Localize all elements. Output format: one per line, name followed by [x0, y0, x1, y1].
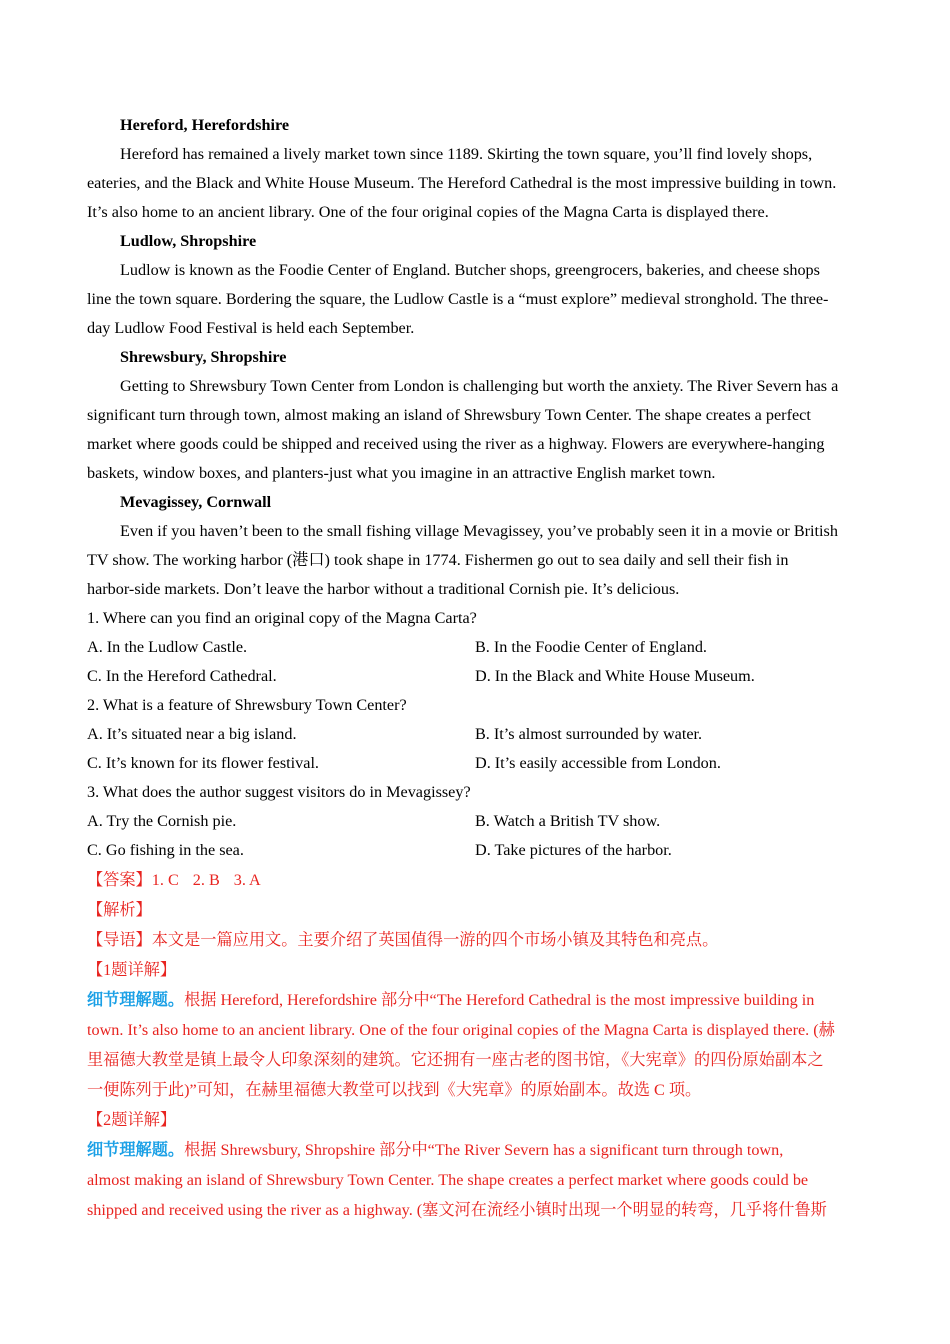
passage-mevagissey	[87, 488, 867, 604]
answer-label: 【答案】	[87, 871, 152, 889]
paragraph-line: day Ludlow Food Festival is held each September.	[87, 319, 415, 337]
detail-1	[87, 955, 867, 1105]
detail-2	[87, 1105, 867, 1225]
option-a: A. It’s situated near a big island.	[87, 725, 297, 743]
paragraph-line: harbor-side markets. Don’t leave the harbor without a traditional Cornish pie. It’s delicious.	[87, 580, 680, 598]
paragraph-line: line the town square. Bordering the square, the Ludlow Castle is a “must explore” medieval stronghold. The three-	[87, 290, 829, 308]
answer-item: 2. B	[192, 871, 220, 889]
detail-line	[87, 985, 867, 1015]
option-row	[87, 749, 867, 778]
detail-text: 根据 Hereford, Herefordshire 部分中“The Hereford Cathedral is the most impressive building in	[184, 991, 815, 1009]
detail-label: 【2题详解】	[87, 1111, 177, 1129]
question-2	[87, 691, 867, 778]
option-d: D. Take pictures of the harbor.	[475, 841, 672, 859]
option-row	[87, 836, 867, 865]
option-b: B. It’s almost surrounded by water.	[475, 725, 703, 743]
option-a: A. In the Ludlow Castle.	[87, 638, 248, 656]
option-row	[87, 662, 867, 691]
option-c: C. It’s known for its flower festival.	[87, 754, 319, 772]
passage-ludlow	[87, 227, 867, 343]
option-a: A. Try the Cornish pie.	[87, 812, 237, 830]
option-row	[87, 807, 867, 836]
detail-line: 里福德大教堂是镇上最令人印象深刻的建筑。它还拥有一座古老的图书馆，《大宪章》的四份原始副本之	[87, 1051, 824, 1069]
section-heading: Mevagissey, Cornwall	[120, 493, 272, 511]
question-stem: 2. What is a feature of Shrewsbury Town Center?	[87, 696, 407, 714]
question-1	[87, 604, 867, 691]
option-d: D. In the Black and White House Museum.	[475, 667, 755, 685]
option-b: B. In the Foodie Center of England.	[475, 638, 707, 656]
section-heading: Ludlow, Shropshire	[120, 232, 257, 250]
paragraph-line: It’s also home to an ancient library. One of the four original copies of the Magna Carta is displayed there.	[87, 203, 769, 221]
analysis-label: 【解析】	[87, 901, 152, 919]
guide-text: 【导语】本文是一篇应用文。主要介绍了英国值得一游的四个市场小镇及其特色和亮点。	[87, 931, 719, 949]
option-row	[87, 633, 867, 662]
passage-hereford	[87, 111, 867, 227]
answer-line	[87, 865, 867, 895]
option-d: D. It’s easily accessible from London.	[475, 754, 721, 772]
document-page	[87, 111, 867, 1225]
paragraph-line: eateries, and the Black and White House Museum. The Hereford Cathedral is the most impressive building in town.	[87, 174, 837, 192]
detail-line: town. It’s also home to an ancient library. One of the four original copies of the Magna Carta is displayed there. (赫	[87, 1021, 835, 1039]
detail-text: 根据 Shrewsbury, Shropshire 部分中“The River Severn has a significant turn through town,	[184, 1141, 784, 1159]
answer-item: 3. A	[233, 871, 261, 889]
detail-label: 【1题详解】	[87, 961, 177, 979]
option-row	[87, 720, 867, 749]
question-3	[87, 778, 867, 865]
detail-line	[87, 1135, 867, 1165]
paragraph-line: Even if you haven’t been to the small fishing village Mevagissey, you’ve probably seen it in a movie or British	[120, 522, 838, 540]
section-heading: Shrewsbury, Shropshire	[120, 348, 287, 366]
option-c: C. In the Hereford Cathedral.	[87, 667, 277, 685]
option-c: C. Go fishing in the sea.	[87, 841, 244, 859]
question-stem: 3. What does the author suggest visitors do in Mevagissey?	[87, 783, 471, 801]
passage-shrewsbury	[87, 343, 867, 488]
paragraph-line: Getting to Shrewsbury Town Center from London is challenging but worth the anxiety. The River Severn has a	[120, 377, 839, 395]
paragraph-line: market where goods could be shipped and received using the river as a highway. Flowers are everywhere-hanging	[87, 435, 825, 453]
question-type-label: 细节理解题。	[87, 1141, 185, 1159]
paragraph-line: baskets, window boxes, and planters-just what you imagine in an attractive English market town.	[87, 464, 716, 482]
detail-line: almost making an island of Shrewsbury Town Center. The shape creates a perfect market where goods could be	[87, 1171, 809, 1189]
paragraph-line: Ludlow is known as the Foodie Center of England. Butcher shops, greengrocers, bakeries, and cheese shops	[120, 261, 820, 279]
paragraph-line: Hereford has remained a lively market town since 1189. Skirting the town square, you’ll find lovely shops,	[120, 145, 813, 163]
answer-item: 1. C	[151, 871, 179, 889]
paragraph-line: significant turn through town, almost making an island of Shrewsbury Town Center. The shape creates a perfect	[87, 406, 811, 424]
question-type-label: 细节理解题。	[87, 991, 185, 1009]
section-heading: Hereford, Herefordshire	[120, 116, 290, 134]
paragraph-line: TV show. The working harbor (港口) took shape in 1774. Fishermen go out to sea daily and sell their fish in	[87, 551, 789, 569]
detail-line: shipped and received using the river as a highway. (塞文河在流经小镇时出现一个明显的转弯，几乎将什鲁斯	[87, 1201, 827, 1219]
question-stem: 1. Where can you find an original copy of the Magna Carta?	[87, 609, 477, 627]
detail-line: 一便陈列于此)”可知，在赫里福德大教堂可以找到《大宪章》的原始副本。故选 C 项。	[87, 1081, 702, 1099]
option-b: B. Watch a British TV show.	[475, 812, 661, 830]
